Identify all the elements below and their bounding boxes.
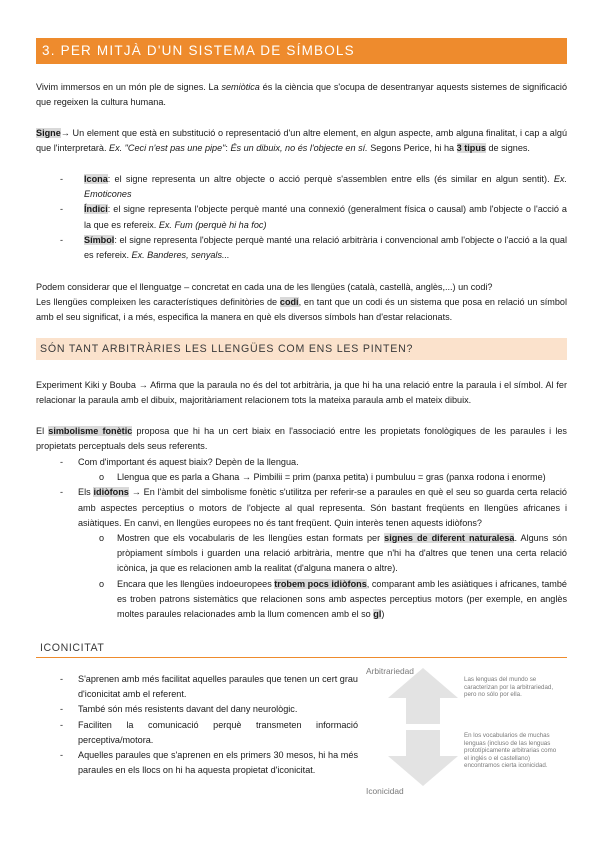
list-item: - Els idiòfons → En l'àmbit del simbolisme fonètic s'utilitza per referir-se a paraules en què el seu so guarda certa relació amb aspectes perceptius o motors de l'objecte al qual representa. Són bastant freqüents en llengües africanes i asiàtiques. En canvi, en llengües europees no és tant freqüent. Quin interès tenen aquests idiòfons? <box>60 487 567 528</box>
arbitrariness-iconicity-figure <box>366 664 566 798</box>
simbolisme-list <box>60 455 567 622</box>
intro-paragraph: Vivim immersos en un món ple de signes. La semiòtica és la ciència que s'ocupa de desentranyar aquests sistemes de significació que regeixen la cultura humana. <box>36 82 568 108</box>
signe-definition: Signe→ Un element que està en substitució o representació d'un altre element, en algun aspecte, amb alguna finalitat, i cap a algú que l'interpretarà. Ex. "Ceci n'est pas une pipe": És un dibuix, no és l'objecte en sí. Segons Perice, hi ha 3 tipus de signes. <box>36 128 567 154</box>
list-item: - Aquelles paraules que s'aprenen en els primers 30 mesos, hi ha més paraules en els llocs on hi ha aquesta propietat d'iconicitat. <box>60 750 358 776</box>
list-item: - Icona: el signe representa un altre objecte o acció perquè s'assemblen entre ells (és similar en algun sentit). Ex. Emoticones <box>60 174 567 200</box>
section-heading-iconicitat: ICONICITAT <box>36 639 567 658</box>
list-item: o Encara que les llengües indoeuropees trobem pocs idiòfons, comparant amb les asiàtiques i africanes, també es troben patrons sistemàtics que relacionen sons amb aspectes perceptius motors (per exemple, en anglès moltes paraules relacionades amb la llum comencen amb el so gl) <box>99 578 567 620</box>
list-item: o Mostren que els vocabularis de les llengües estan formats per signes de diferent naturalesa. Alguns són pròpiament símbols i guarden una relació arbitrària, mentre que n'hi ha d'altres que tenen una certa relació icònica, ja que es relacionen amb la realitat (d'alguna manera o altre). <box>99 533 568 574</box>
kiki-bouba-paragraph: Experiment Kiki y Bouba → Afirma que la paraula no és del tot arbitrària, ja que hi ha una relació entre la paraula i el símbol. Al fer relacionar la paraula amb el dibuix, majoritàriament relacionem tots la mateixa paraula amb el mateix dibuix. <box>36 380 567 406</box>
iconicitat-list <box>60 672 358 778</box>
figure-bottom-text: En los vocabularios de muchas lenguas (incluso de las lenguas prototípicamente arbitrarias como el inglés o el castellano) encontramos cierta iconicidad. <box>464 732 557 770</box>
section-heading-symbols: 3. PER MITJÀ D'UN SISTEMA DE SÍMBOLS <box>36 38 567 64</box>
list-item: - Índici: el signe representa l'objecte perquè manté una connexió (generalment física o causal) amb l'objecte o l'acció a la que es refereix. Ex. Fum (perquè hi ha foc) <box>60 204 567 230</box>
arrow-right-icon: → <box>138 380 148 390</box>
figure-bottom-label: Iconicidad <box>366 786 404 796</box>
sign-types-list <box>60 172 567 263</box>
simbolisme-paragraph: El simbolisme fonètic proposa que hi ha un cert biaix en l'associació entre les propietats fonològiques de les paraules i les propietats perceptuals dels seus referents. <box>36 426 567 452</box>
list-item: - Símbol: el signe representa l'objecte perquè manté una relació arbitrària i convencional amb l'objecte o l'acció a la qual es refereix. Ex. Banderes, senyals... <box>60 234 567 261</box>
list-item: - Com d'important és aquest biaix? Depèn de la llengua. <box>60 457 299 467</box>
codi-paragraph: Podem considerar que el llenguatge – concretat en cada una de les llengües (català, castellà, anglès,...) un codi? Les llengües compleixen les característiques definitòries de codi, en tant que un codi és un sistema que posa en relació un símbol amb el seu significat, i a més, especifica la manera en què els diversos símbols han d'estar relacionats. <box>36 282 567 323</box>
list-item: - Faciliten la comunicació perquè transmeten informació perceptiva/motora. <box>60 719 358 745</box>
figure-top-label: Arbitrariedad <box>366 666 414 676</box>
figure-top-text: Las lenguas del mundo se caracterizan por la arbitrariedad, pero no sólo por ella. <box>464 676 554 699</box>
arrow-right-icon: → <box>60 128 70 138</box>
section-heading-arbitrary: SÓN TANT ARBITRÀRIES LES LLENGÜES COM ENS LES PINTEN? <box>36 338 567 360</box>
list-item: o Llengua que es parla a Ghana → Pimbilii = prim (panxa petita) i pumbuluu = gras (panxa rodona i enorme) <box>99 472 546 483</box>
list-item: - També són més resistents davant del dany neurològic. <box>60 704 298 715</box>
double-arrow-icon <box>388 668 458 786</box>
list-item: - S'aprenen amb més facilitat aquelles paraules que tenen un cert grau d'iconicitat amb el referent. <box>60 674 358 700</box>
signe-term: Signe <box>36 128 61 138</box>
